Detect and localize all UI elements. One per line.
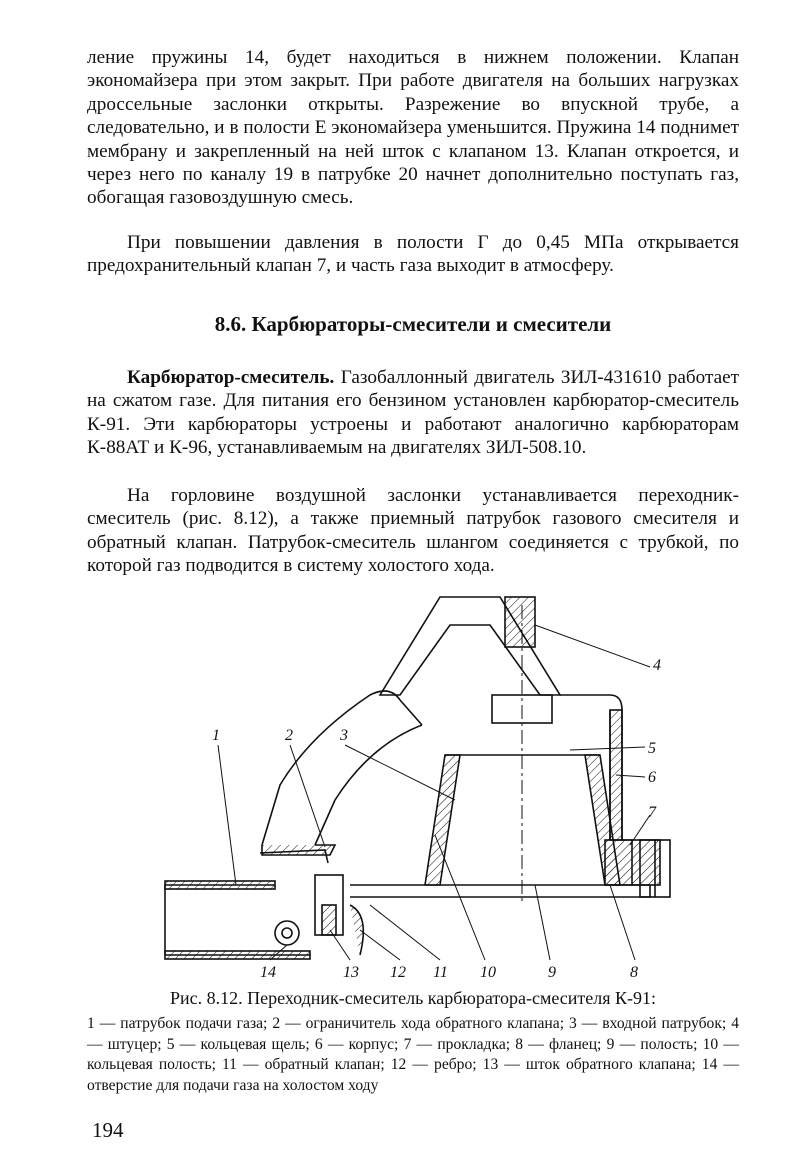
paragraph-4-text: На горловине воздушной заслонки устанавливается переходник-смеситель (рис. 8.12), а также приемный патрубок газового смесителя и обратный клапан. Патрубок-смеситель шлангом соединяется с трубкой, по которой газ подводится в систему холостого хода. [87,485,739,577]
paragraph-1-text: ление пружины 14, будет находиться в нижнем положении. Клапан экономайзера при этом закрыт. При работе двигателя на больших нагрузках дроссельные заслонки открыты. Разрежение во впускной трубе, а следовательно, и в полости Е экономайзера уменьшится. Пружина 14 поднимет мембрану и закрепленный на ней шток с клапаном 13. Клапан откроется, и через него по каналу 19 в патрубке 20 начнет дополнительно поступать газ, обогащая газовоздушную смесь. [87,47,739,209]
callout-4: 4 [653,657,661,674]
callout-14: 14 [260,964,276,981]
paragraph-4 [87,484,739,578]
callout-9: 9 [548,964,556,981]
callout-7: 7 [648,804,656,821]
callout-8: 8 [630,964,638,981]
mixer-adapter-drawing [150,585,680,985]
paragraph-3 [87,366,739,460]
cone-left-wall [425,755,460,885]
callout-12: 12 [390,964,406,981]
callout-11: 11 [433,964,448,981]
paragraph-3-lead: Карбюратор-смеситель. [127,367,335,388]
technical-drawing [150,585,680,985]
callout-6: 6 [648,769,656,786]
paragraph-2 [87,231,739,278]
flange [605,840,660,885]
callout-10: 10 [480,964,496,981]
callout-2: 2 [285,727,293,744]
rib [350,905,363,955]
callout-5: 5 [648,740,656,757]
inlet-outer-curve [262,691,400,845]
callout-3: 3 [340,727,348,744]
page-number: 194 [92,1118,124,1142]
paragraph-2-text: При повышении давления в полости Г до 0,45 МПа открывается предохранительный клапан 7, и часть газа выходит в атмосферу. [87,232,739,277]
callout-13: 13 [343,964,359,981]
paragraph-3-body: Газобаллонный двигатель ЗИЛ-431610 работает на сжатом газе. Для питания его бензином установлен карбюратор-смеситель К-91. Эти карбюраторы устроены и работают аналогично карбюраторам К-88АТ и К-96, устанавливаемым на двигателях ЗИЛ-508.10. [87,367,739,459]
paragraph-3-text [87,366,739,460]
paragraph-1 [87,46,739,210]
callout-1: 1 [212,727,220,744]
figure-caption: Рис. 8.12. Переходник-смеситель карбюратора-смесителя К-91: [169,988,657,1008]
idle-hole [275,921,299,945]
figure-legend: 1 — патрубок подачи газа; 2 — ограничитель хода обратного клапана; 3 — входной патрубок; 4 — штуцер; 5 — кольцевая щель; 6 — корпус; 7 — прокладка; 8 — фланец; 9 — полость; 10 — кольцевая полость; 11 — обратный клапан; 12 — ребро; 13 — шток обратного клапана; 14 — отверстие для подачи газа на холостом ходу [87,1015,739,1094]
section-heading: 8.6. Карбюраторы-смесители и смесители [214,312,612,336]
fitting-insert [505,597,535,647]
inlet-inner-curve [315,725,422,845]
